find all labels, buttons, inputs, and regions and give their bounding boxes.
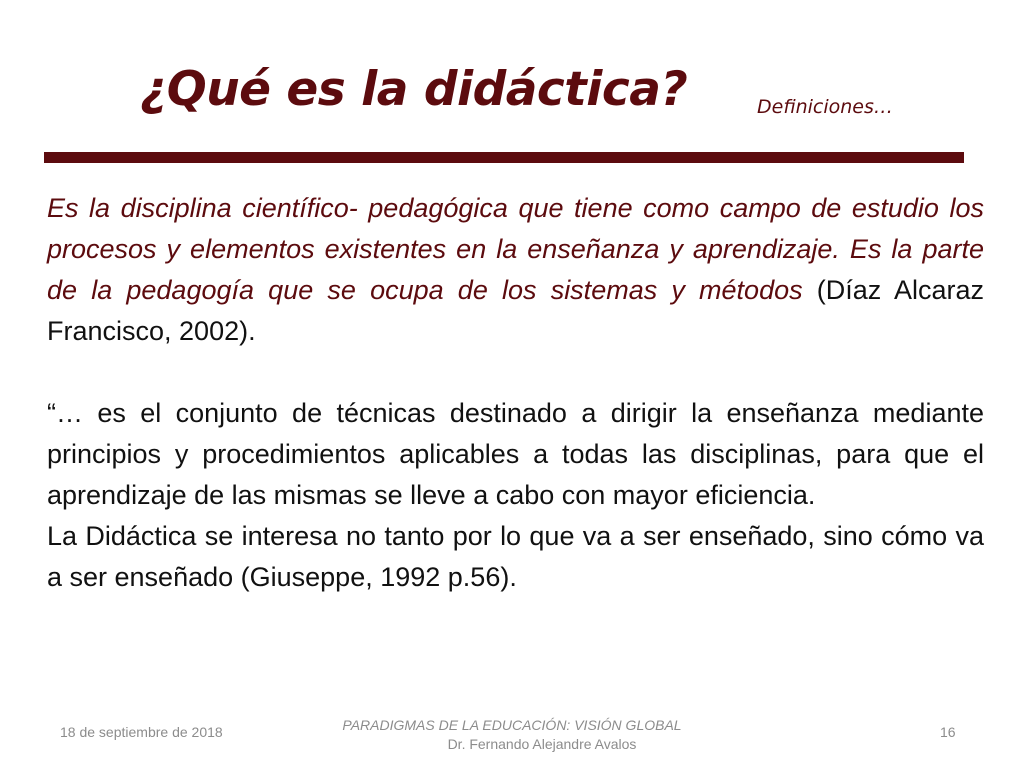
footer-center: [300, 716, 724, 754]
definition-paragraph-1: [47, 188, 984, 352]
footer-course-title: PARADIGMAS DE LA EDUCACIÓN: VISIÓN GLOBAL: [342, 717, 682, 733]
slide-body: [47, 188, 984, 598]
definition-citation: (Díaz Alcaraz Francisco, 2002).: [47, 275, 984, 346]
page-number: 16: [940, 724, 956, 740]
title-divider: [44, 152, 964, 163]
definition-paragraph-3: La Didáctica se interesa no tanto por lo que va a ser enseñado, sino cómo va a ser enseñado (Giuseppe, 1992 p.56).: [47, 521, 984, 592]
slide-title: ¿Qué es la didáctica?: [140, 62, 688, 117]
footer-date: 18 de septiembre de 2018: [60, 724, 223, 740]
slide-subtitle: Definiciones…: [757, 96, 893, 118]
footer-author: Dr. Fernando Alejandre Avalos: [447, 736, 637, 752]
definition-paragraph-2: “… es el conjunto de técnicas destinado a dirigir la enseñanza mediante principios y procedimientos aplicables a todas las disciplinas, para que el aprendizaje de las mismas se lleve a cabo con mayor eficiencia.: [47, 398, 984, 510]
definition-text: Es la disciplina científico- pedagógica que tiene como campo de estudio los procesos y elementos existentes en la enseñanza y aprendizaje. Es la parte de la pedagogía que se ocupa de los sistemas y métodos: [47, 193, 984, 305]
